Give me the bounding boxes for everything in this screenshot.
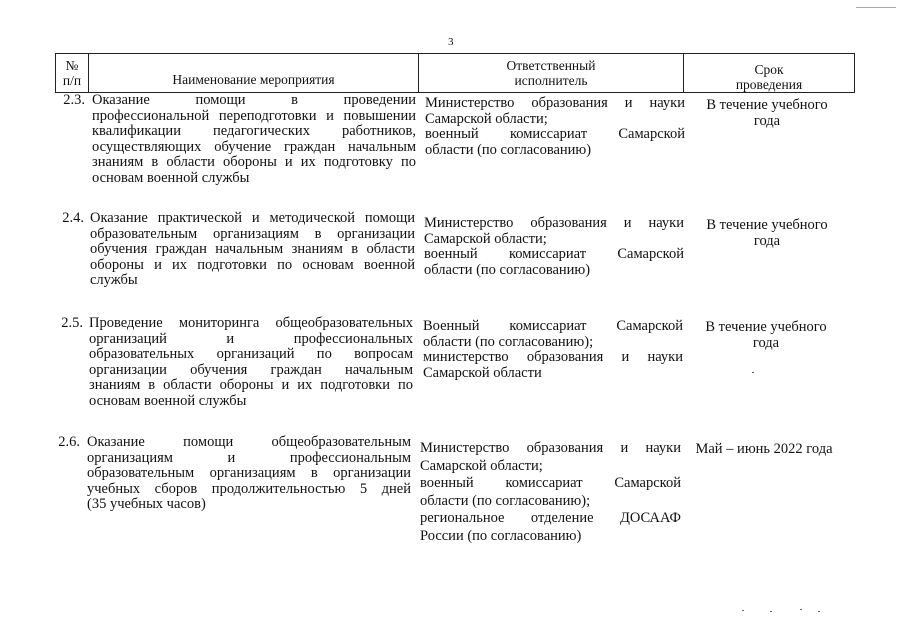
header-num-line-2: п/п (62, 73, 82, 88)
scan-speck (818, 611, 820, 612)
header-term-line-1: Срок (754, 62, 784, 77)
header-responsible-line-2: исполнитель (514, 73, 588, 88)
row-responsible (420, 440, 681, 545)
row-number: 2.3. (63, 92, 85, 108)
row-name-line: организаций и профессиональных (89, 330, 413, 347)
row-responsible-line: Военный комиссариат Самарской (423, 318, 683, 334)
row-number: 2.6. (58, 434, 80, 450)
page-number: 3 (448, 36, 454, 48)
row-name-line: организации обучения граждан начальным (89, 361, 413, 378)
row-name-line: образовательным организациям в организации (90, 225, 415, 242)
row-responsible-line: региональное отделение ДОСААФ (420, 510, 681, 526)
scan-speck (752, 372, 754, 373)
row-name-line: основам военной службы (92, 169, 250, 186)
row-responsible-line: области (по согласованию); (423, 333, 594, 350)
row-name-line: Оказание помощи общеобразовательным (87, 434, 411, 450)
row-responsible-line: Самарской области (423, 364, 542, 381)
header-num-line-1: № (65, 58, 79, 73)
row-responsible-line: Министерство образования и науки (424, 215, 684, 231)
scan-speck (856, 7, 896, 8)
row-name (89, 316, 413, 410)
scan-speck (770, 611, 772, 612)
row-name-line: квалификации педагогических работников, (92, 123, 416, 140)
row-responsible-line: России (по согласованию) (420, 527, 582, 544)
row-responsible (424, 216, 684, 278)
row-responsible-line: Самарской области; (425, 110, 548, 127)
row-name-line: осуществляющих обучение граждан начальным (92, 138, 416, 155)
row-name-line: Оказание помощи в проведении (92, 92, 416, 108)
row-name-line: обороны и их подготовки по основам военной (90, 256, 415, 273)
row-name-line: знаниям в области обороны и их подготовку по (92, 154, 416, 171)
row-term (693, 98, 841, 129)
row-term (688, 442, 840, 458)
row-responsible-line: военный комиссариат Самарской (420, 475, 681, 491)
scan-speck (800, 609, 802, 610)
row-name-line: организациям и профессиональным (87, 449, 411, 466)
row-term (693, 218, 841, 249)
row-term-line: В течение учебного (705, 319, 827, 335)
scan-speck (742, 610, 744, 611)
row-responsible-line: военный комиссариат Самарской (425, 126, 685, 143)
header-responsible (419, 54, 684, 93)
row-term-line: В течение учебного (706, 97, 828, 113)
header-num (56, 54, 89, 93)
row-responsible-line: военный комиссариат Самарской (424, 246, 684, 263)
row-responsible (425, 96, 685, 158)
row-name-line: основам военной службы (89, 392, 247, 409)
row-name-line: образовательным организациям в организации (87, 465, 411, 482)
row-term-line: года (753, 112, 781, 129)
row-name (92, 93, 416, 187)
header-term (684, 54, 855, 93)
row-term-line: Май – июнь 2022 года (695, 441, 833, 457)
row-name-line: Проведение мониторинга общеобразовательных (89, 315, 413, 331)
row-responsible-line: министерство образования и науки (423, 349, 683, 366)
row-responsible-line: области (по согласованию) (425, 141, 592, 158)
header-name-text: Наименование мероприятия (172, 71, 335, 87)
row-term-line: года (752, 334, 780, 351)
row-responsible-line: области (по согласованию); (420, 492, 591, 509)
table-header (55, 53, 855, 93)
row-name-line: (35 учебных часов) (87, 496, 206, 513)
row-name (87, 435, 411, 513)
row-name-line: знаниям в области обороны и их подготовки по (89, 377, 413, 394)
row-name-line: Оказание практической и методической помощи (90, 210, 415, 226)
row-term-line: года (753, 232, 781, 249)
row-name-line: службы (90, 272, 138, 289)
row-responsible-line: Министерство образования и науки (425, 95, 685, 111)
row-responsible-line: Самарской области; (424, 230, 547, 247)
row-responsible-line: Самарской области; (420, 457, 543, 474)
row-number: 2.4. (62, 210, 84, 226)
row-number: 2.5. (61, 315, 83, 331)
row-name-line: профессиональной переподготовки и повышении (92, 107, 416, 124)
header-term-line-2: проведения (735, 77, 803, 92)
row-name-line: учебных сборов продолжительностью 5 дней (87, 480, 411, 497)
row-term (692, 320, 840, 351)
header-name (89, 54, 419, 93)
header-responsible-line-1: Ответственный (506, 58, 596, 73)
row-term-line: В течение учебного (706, 217, 828, 233)
row-responsible-line: Министерство образования и науки (420, 440, 681, 456)
row-responsible (423, 319, 683, 381)
row-name-line: образовательных организаций по вопросам (89, 346, 413, 363)
row-name (90, 211, 415, 289)
row-responsible-line: области (по согласованию) (424, 261, 591, 278)
row-name-line: обучения граждан начальным знаниям в области (90, 241, 415, 258)
